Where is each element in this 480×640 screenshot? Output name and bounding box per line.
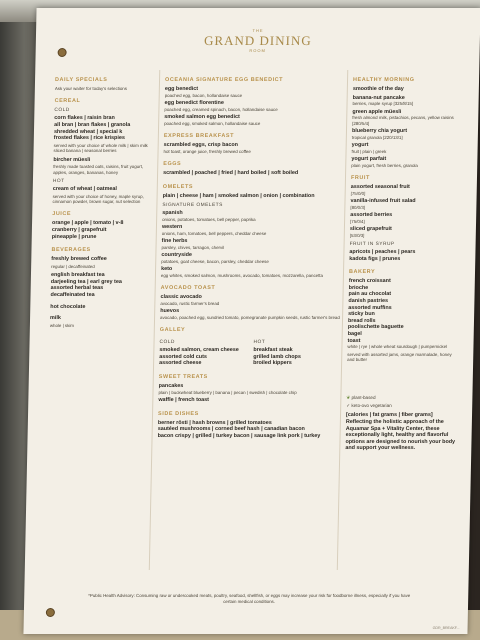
menu-item-desc: avocado, poached egg, sundried tomato, pomegranate pumpkin seeds, rustic farmer's bread xyxy=(160,314,340,320)
menu-item-desc: tropical granola [220/13/1] xyxy=(351,134,403,140)
menu-item: darjeeling tea | earl grey tea xyxy=(50,278,122,285)
menu-item: bagel xyxy=(347,330,362,337)
menu-item: blueberry chia yogurt xyxy=(351,128,408,134)
menu-item: plain | cheese | ham | smoked salmon | onion | combination xyxy=(162,192,315,199)
section-express: EXPRESS BREAKFAST xyxy=(163,133,235,139)
menu-item: sliced grapefruit xyxy=(349,226,392,232)
legend-keto: ✓ keto-ovo vegetarian xyxy=(346,403,392,409)
section-eggs: EGGS xyxy=(163,161,182,167)
menu-item-desc: [75/0/4] xyxy=(350,218,365,224)
brand-name: GRAND DINING xyxy=(203,33,312,48)
cereal-note: served with your choice of whole milk | skim milk sliced banana | seasonal berries xyxy=(53,142,148,154)
muesli-note: freshly made toasted oats, raisins, fruit yogurt, apples, oranges, bananas, honey xyxy=(53,164,144,175)
menu-item-desc: poached egg, smoked salmon, hollandaise sauce xyxy=(164,120,261,126)
calorie-legend: [calories | fat grams | fiber grams] xyxy=(345,412,433,419)
menu-item-desc: [80/0/3] xyxy=(350,204,366,210)
galley-cold xyxy=(159,336,246,367)
menu-item: banana-nut pancake xyxy=(352,94,405,101)
menu-item: pain au chocolat xyxy=(348,291,392,298)
cereal-hot-label: HOT xyxy=(52,179,65,184)
coffee-note: regular | decaffeinated xyxy=(51,263,95,269)
section-egg-benedict: OCEANIA SIGNATURE EGG BENEDICT xyxy=(164,77,284,83)
menu-item-desc: onions, potatoes, tomatoes, bell pepper, paprika xyxy=(162,216,256,222)
menu-item: yogurt parfait xyxy=(351,156,387,162)
menu-item: apricots | peaches | pears xyxy=(349,249,416,255)
menu-item: egg benedict florentine xyxy=(164,100,224,106)
aquamar-note: Reflecting the holistic approach of the Aquamar Spa + Vitality Center, these exceptionally light, healthy and flavorful options are designed to nourish your body and support your wellness. xyxy=(345,418,456,452)
menu-item-desc: fresh almond milk, pistachios, pecans, yellow raisins [280/5/4] xyxy=(352,115,454,126)
menu-item: hot chocolate xyxy=(50,303,86,310)
legend-plant-based: ❦ plant-based xyxy=(346,395,376,401)
menu-item-desc: hot toast, orange juice, freshly brewed coffee xyxy=(163,148,251,154)
menu-item: sticky bun xyxy=(348,311,375,318)
section-omelets: OMELETS xyxy=(162,183,194,190)
galley-hot-label: HOT xyxy=(253,340,266,346)
daily-note: Ask your waiter for today's selections xyxy=(54,86,128,91)
menu-code: GDR_BREAKF... xyxy=(432,626,460,630)
section-beverages: BEVERAGES xyxy=(51,247,91,254)
menu-item: frosted flakes | rice krispies xyxy=(53,135,125,142)
menu-item-desc: onions, ham, tomatoes, bell peppers, cheddar cheese xyxy=(161,230,267,236)
menu-item-desc: fruit | plain | greek xyxy=(351,148,387,154)
menu-item-desc: poached egg, creamed spinach, bacon, hollandaise sauce xyxy=(164,106,278,112)
menu-item-desc: [53/0/3] xyxy=(349,232,365,238)
toast-note: white | rye | whole wheat sourdough | pumpernickel xyxy=(347,344,448,350)
menu-item-desc: avocado, rustic farmer's bread xyxy=(160,300,220,306)
leaf-icon: ❦ xyxy=(346,395,351,401)
menu-item: keto xyxy=(161,266,173,273)
fruit-in-syrup-label: FRUIT IN SYRUP xyxy=(349,242,395,247)
galley-columns xyxy=(159,336,340,367)
menu-item-desc: plain yogurt, fresh berries, granola xyxy=(351,162,418,168)
menu-item: poolischette baguette xyxy=(347,324,404,331)
column-middle xyxy=(158,70,346,439)
section-bakery: BAKERY xyxy=(348,269,376,276)
menu-item: assorted herbal teas xyxy=(50,285,104,292)
menu-item: vanilla-infused fruit salad xyxy=(350,198,416,204)
menu-item-desc: parsley, chives, tarragon, chervil xyxy=(161,244,225,250)
menu-item: western xyxy=(161,224,183,231)
menu-item: french croissant xyxy=(348,278,391,285)
menu-item: classic avocado xyxy=(160,294,202,301)
cereal-cold-label: COLD xyxy=(54,108,70,114)
menu-item: huevos xyxy=(160,308,180,315)
menu-item: assorted seasonal fruit xyxy=(350,184,410,190)
section-healthy-morning: HEALTHY MORNING xyxy=(352,77,415,83)
brand-sub: ROOM xyxy=(249,48,266,53)
menu-item: orange | apple | tomato | v-8 xyxy=(51,220,124,227)
menu-item: smoothie of the day xyxy=(352,86,404,92)
menu-item: decaffeinated tea xyxy=(50,291,95,298)
menu-item: egg benedict xyxy=(164,86,199,92)
section-galley: GALLEY xyxy=(159,327,186,334)
menu-item: assorted berries xyxy=(350,212,393,218)
section-fruit: FRUIT xyxy=(350,175,370,181)
menu-item: pancakes xyxy=(158,382,184,389)
menu-item-desc: berries, maple syrup [325/8/15] xyxy=(352,101,414,107)
section-daily-specials: DAILY SPECIALS xyxy=(54,77,108,83)
menu-item: shredded wheat | special k xyxy=(53,128,123,135)
menu-item: english breakfast tea xyxy=(50,272,105,279)
menu-item: assorted cheese xyxy=(159,360,202,367)
menu-item: fine herbs xyxy=(161,238,188,245)
menu-item: smoked salmon egg benedict xyxy=(164,114,240,120)
section-avocado-toast: AVOCADO TOAST xyxy=(160,285,216,292)
section-juice: JUICE xyxy=(52,211,72,218)
menu-item: milk xyxy=(49,315,61,322)
menu-item: kadota figs | prunes xyxy=(349,255,401,262)
bakery-note: served with assorted jams, orange marmalade, honey and butter xyxy=(347,351,452,362)
menu-item: scrambled eggs, crisp bacon xyxy=(163,142,239,148)
column-left xyxy=(50,70,155,331)
menu-sheet xyxy=(23,8,480,634)
galley-hot xyxy=(253,336,340,367)
menu-item: cream of wheat | oatmeal xyxy=(52,186,117,192)
keto-icon: ✓ xyxy=(346,403,351,409)
public-health-advisory: *Public Health Advisory: Consuming raw or undercooked meats, poultry, seafood, shellfish, or eggs may increase your risk for foodborne illness, especially if you have certain medical conditions. xyxy=(88,593,411,604)
menu-item: grilled lamb chops xyxy=(253,353,301,360)
menu-item: brioche xyxy=(348,284,369,291)
menu-item: assorted cold cuts xyxy=(159,353,207,360)
menu-item: green apple müesli xyxy=(352,108,402,115)
menu-item: countryside xyxy=(161,252,193,259)
column-right xyxy=(345,70,465,452)
menu-item: smoked salmon, cream cheese xyxy=(159,347,239,354)
section-cereal: CEREAL xyxy=(54,98,81,105)
galley-cold-label: COLD xyxy=(159,340,175,346)
menu-item: scrambled | poached | fried | hard boiled | soft boiled xyxy=(163,170,299,176)
menu-item: pineapple | prune xyxy=(51,233,97,240)
section-side-dishes: SIDE DISHES xyxy=(157,410,199,417)
menu-item: bircher müesli xyxy=(53,156,91,163)
menu-item-desc: potatoes, goat cheese, bacon, parsley, cheddar cheese xyxy=(161,258,269,264)
menu-item: all bran | bran flakes | granola xyxy=(54,122,131,128)
menu-item: corn flakes | raisin bran xyxy=(54,115,115,122)
menu-item: freshly brewed coffee xyxy=(51,256,107,263)
hot-cereal-note: served with your choice of honey, maple syrup, cinnamon powder, brown sugar, nut selection xyxy=(52,193,144,204)
menu-item: berner rösti | hash browns | grilled tomatoes xyxy=(157,419,272,426)
menu-item: assorted muffins xyxy=(348,304,392,311)
menu-item: waffle | french toast xyxy=(158,396,210,403)
section-sweet-treats: SWEET TREATS xyxy=(158,373,208,380)
menu-item-desc: [75/0/0] xyxy=(350,190,366,196)
menu-item: yogurt xyxy=(351,142,369,148)
menu-item: bacon crispy | grilled | turkey bacon | sausage link pork | turkey xyxy=(157,432,321,439)
menu-item: spanish xyxy=(162,210,183,217)
menu-item: cranberry | grapefruit xyxy=(51,227,107,233)
menu-item: sautéed mushrooms | corned beef hash | canadian bacon xyxy=(157,426,305,433)
menu-item: toast xyxy=(347,337,361,344)
menu-item-desc: egg whites, smoked salmon, mushrooms, avocado, tomatoes, mozzarella, pancetta xyxy=(160,272,324,278)
menu-item: bread rolls xyxy=(347,317,376,324)
milk-note: whole | skim xyxy=(49,322,75,328)
brand-top: THE xyxy=(252,28,264,33)
signature-omelets-label: SIGNATURE OMELETS xyxy=(162,203,223,209)
menu-item: breakfast steak xyxy=(253,347,293,354)
menu-item-desc: poached egg, bacon, hollandaise sauce xyxy=(164,92,243,98)
menu-item: danish pastries xyxy=(348,297,389,304)
menu-item: broiled kippers xyxy=(253,360,292,367)
rivet-icon xyxy=(46,608,55,617)
menu-item-desc: plain | buckwheat blueberry | banana | pecan | swedish | chocolate chip xyxy=(158,389,297,395)
